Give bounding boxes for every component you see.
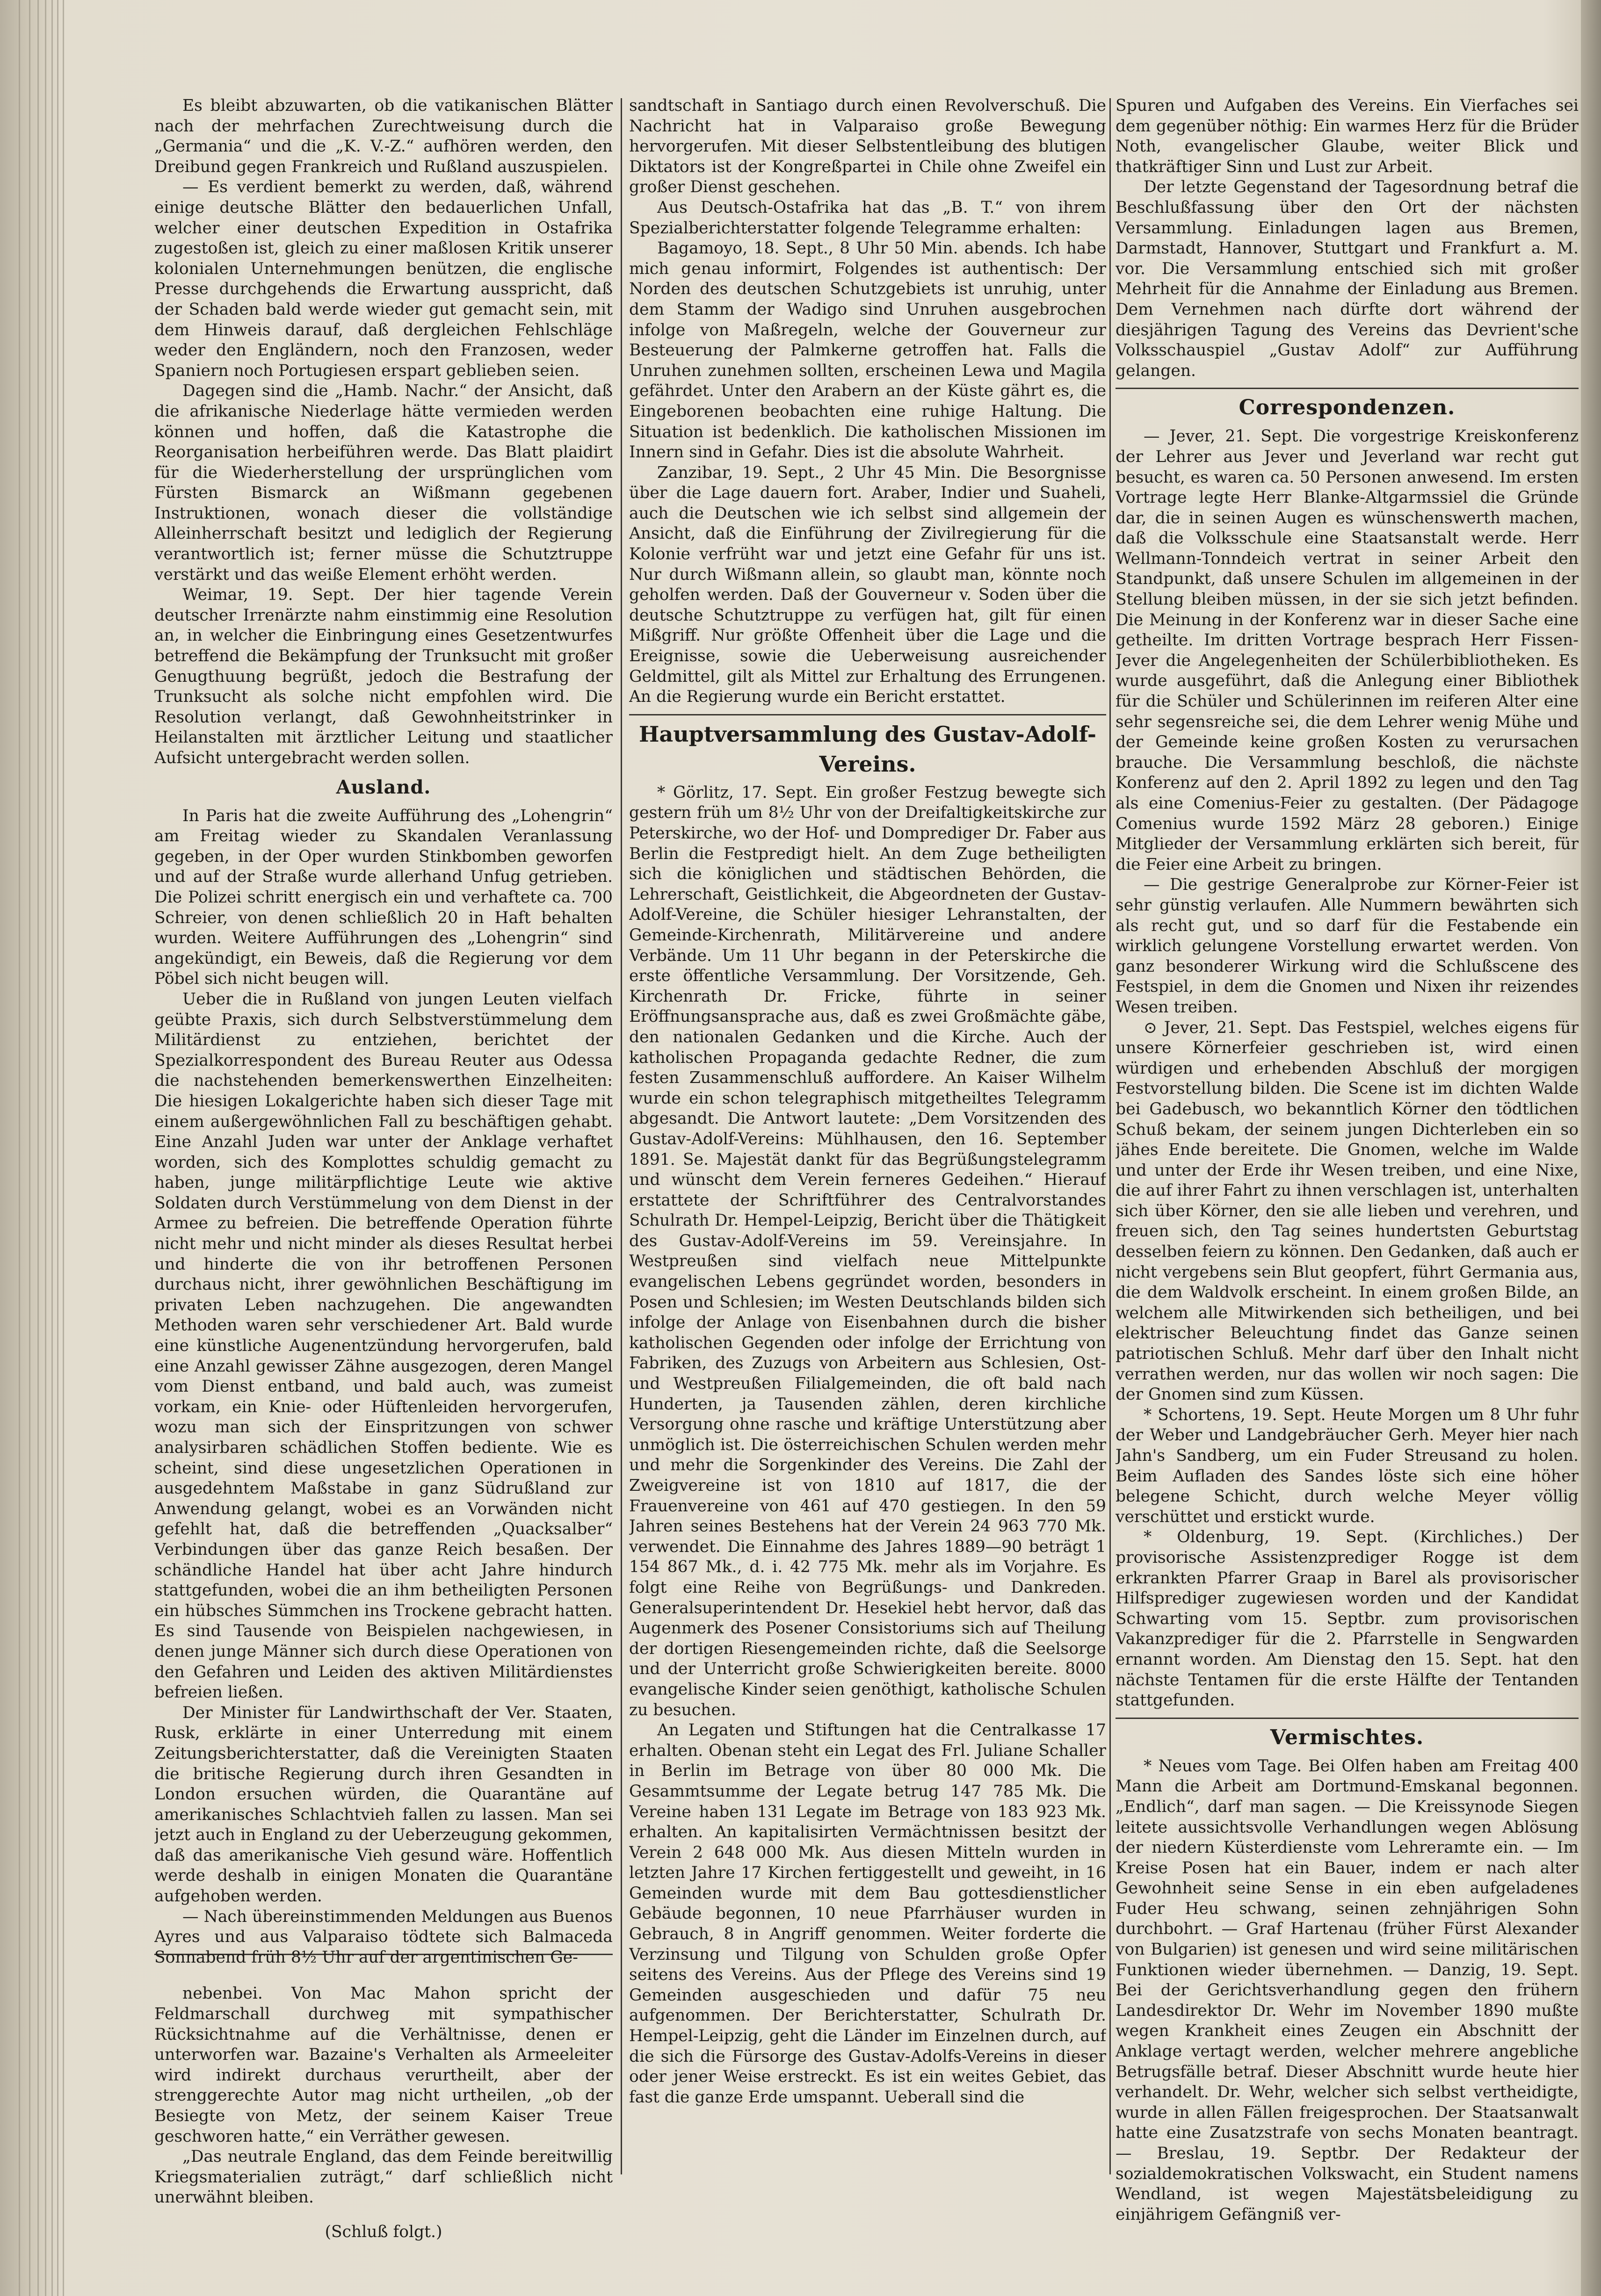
paragraph-ostafrika-presse: — Es verdient bemerkt zu werden, daß, während einige deutsche Blätter den bedauerlichen Unfall, welcher einer deutschen Expedition in Ostafrika zugestoßen ist, gleich zu einer maßlosen Kritik unserer kolonialen Unternehmungen benützen, die englische Presse durchgehends die Erwartung ausspricht, daß der Schaden bald werde wieder gut gemacht sein, mit dem Hinweis darauf, daß dergleichen Fehlschläge weder den Engländern, noch den Franzosen, weder Spaniern noch Portugiesen erspart geblieben seien. [154,178,613,380]
paragraph-jever-konferenz: — Jever, 21. Sept. Die vorgestrige Kreiskonferenz der Lehrer aus Jever und Jeverland war recht gut besucht, es waren ca. 50 Personen anwesend. Im ersten Vortrage legte Herr Blanke-Altgarmssiel die Gründe dar, die in seinen Augen es wünschenswerth machen, daß die Volksschule eine Staatsanstalt werde. Herr Wellmann-Tonndeich vertrat in seiner Arbeit den Standpunkt, daß unsere Schulen im allgemeinen in der Stellung bleiben müssen, in der sie sich jetzt befinden. Die Meinung in der Konferenz war in dieser Sache eine getheilte. Im dritten Vortrage besprach Herr Fissen-Jever die Angelegenheiten der Schülerbibliotheken. Es wurde ausgeführt, daß die Anlegung einer Bibliothek für die Schüler und Schülerinnen im reiferen Alter eine sehr segensreiche sei, die dem Lehrer wenig Mühe und der Gemeinde keine großen Kosten zu verursachen brauche. Die Versammlung beschloß, die nächste Konferenz auf den 2. April 1892 zu legen und den Tag als eine Comenius-Feier zu gestalten. (Der Pädagoge Comenius wurde 1592 März 28 geboren.) Einige Mitglieder der Versammlung erklärten sich bereit, für die Feier eine Arbeit zu bringen. [1116,427,1579,874]
paragraph-weimar: Weimar, 19. Sept. Der hier tagende Verein deutscher Irrenärzte nahm einstimmig eine Resolution an, in welcher die Einbringung eines Gesetzentwurfes betreffend die Bekämpfung der Trunksucht mit großer Genugthuung begrüßt, jedoch die Bestrafung der Trunksucht als solche nicht empfohlen wird. Die Resolution verlangt, daß Gewohnheitstrinker in Heilanstalten mit ärztlicher Leitung und staatlicher Aufsicht untergebracht werden sollen. [154,585,613,767]
column-1 [154,96,613,2277]
paragraph-santiago: sandtschaft in Santiago durch einen Revolverschuß. Die Nachricht hat in Valparaiso große Bewegung hervorgerufen. Mit dieser Selbstentleibung des blutigen Diktators ist der Kongreßpartei in Chile ohne Zweifel ein großer Dienst geschehen. [629,96,1106,197]
paragraph-vatikan: Es bleibt abzuwarten, ob die vatikanischen Blätter nach der mehrfachen Zurechtweisung durch die „Germania“ und die „K. V.-Z.“ aufhören werden, den Dreibund gegen Frankreich und Rußland auszuspielen. [154,96,613,176]
paragraph-hamb-nachr: Dagegen sind die „Hamb. Nachr.“ der Ansicht, daß die afrikanische Niederlage hätte vermieden werden können und hoffen, daß die Katastrophe die Reorganisation herbeiführen werde. Das Blatt plaidirt für die Wiederherstellung der ursprünglichen vom Fürsten Bismarck an Wißmann gegebenen Instruktionen, wonach dieser die vollständige Alleinherrschaft besitzt und lediglich der Regierung verantwortlich ist; ferner müsse die Schutztruppe verstärkt und das weiße Element erhöht werden. [154,382,613,584]
heading-ausland: Ausland. [336,776,431,798]
adjacent-page-edge [1581,0,1601,2296]
paragraph-schortens: * Schortens, 19. Sept. Heute Morgen um 8 Uhr fuhr der Weber und Landgebräucher Gerh. Meyer hier nach Jahn's Sandberg, um ein Fuder Streusand zu holen. Beim Aufladen des Sandes löste sich eine höher belegene Schicht, durch welche Meyer völlig verschüttet und erstickt wurde. [1116,1405,1579,1526]
heading-gustav-adolf: Hauptversammlung des Gustav-Adolf-Vereins. [638,721,1097,777]
paragraph-neues-vom-tage: * Neues vom Tage. Bei Olfen haben am Freitag 400 Mann die Arbeit am Dortmund-Emskanal begonnen. „Endlich“, darf man sagen. — Die Kreissynode Siegen leitete aussichtsvolle Verhandlungen wegen Ablösung der niedern Küsterdienste vom Lehreramte ein. — Im Kreise Posen hat ein Bauer, indem er nach alter Gewohnheit seine Sense in ein eben aufgeladenes Fuder Heu schwang, seinen zehnjährigen Sohn durchbohrt. — Graf Hartenau (früher Fürst Alexander von Bulgarien) ist genesen und wird seine militärischen Funktionen wieder übernehmen. — Danzig, 19. Sept. Bei der Gerichtsverhandlung gegen den frühern Landesdirektor Dr. Wehr im November 1890 mußte wegen Krankheit eines Zeugen ein Abschnitt der Anklage vertagt werden, welcher mehrere angebliche Betrugsfälle betraf. Dieser Abschnitt wurde heute hier verhandelt. Dr. Wehr, welcher sich selbst vertheidigte, wurde in allen Fällen freigesprochen. Der Staatsanwalt hatte eine Zusatzstrafe von sechs Monaten beantragt. — Breslau, 19. Septbr. Der Redakteur der sozialdemokratischen Volkswacht, ein Student namens Wendland, ist wegen Majestätsbeleidigung zu einjährigem Gefängniß ver- [1116,1756,1579,2224]
paragraph-paris: In Paris hat die zweite Aufführung des „Lohengrin“ am Freitag wieder zu Skandalen Veranlassung gegeben, in der Oper wurden Stinkbomben geworfen und auf der Straße wurde allerhand Unfug getrieben. Die Polizei schritt energisch ein und verhaftete ca. 700 Schreier, von denen schließlich 20 in Haft behalten wurden. Weitere Aufführungen des „Lohengrin“ sind angekündigt, ein Beweis, daß die Regierung vor dem Pöbel sich nicht beugen will. [154,806,613,989]
paragraph-balmaceda: — Nach übereinstimmenden Meldungen aus Buenos Ayres und aus Valparaiso tödtete sich Balmaceda Sonnabend früh 8½ Uhr auf der argentinischen Ge- [154,1907,613,1967]
schluss-folgt: (Schluß folgt.) [325,2222,442,2241]
heading-correspondenzen: Correspondenzen. [1239,396,1456,420]
paragraph-oldenburg: * Oldenburg, 19. Sept. (Kirchliches.) Der provisorische Assistenzprediger Rogge ist dem erkrankten Pfarrer Graap in Barel als provisorischer Hilfsprediger zugewiesen worden und der Kandidat Schwarting vom 15. Septbr. zum provisorischen Vakanzprediger für die 2. Pfarrstelle in Sengwarden ernannt worden. Am Dienstag den 15. Sept. hat den nächste Tentamen für die erste Hälfte der Tentanden stattgefunden. [1116,1528,1579,1710]
page-binding [0,0,70,2296]
paragraph-generalprobe: — Die gestrige Generalprobe zur Körner-Feier ist sehr günstig verlaufen. Alle Nummern bewährten sich als recht gut, und so darf für die Festabende ein wirklich gelungene Vorstellung erwartet werden. Von ganz besonderer Wirkung wird die Schlußscene des Festspiel, in dem die Gnomen und Nixen ihr reizendes Wesen treiben. [1116,875,1579,1017]
column-rule-right [1109,98,1111,2174]
column-rule-left [621,98,622,2174]
paragraph-mac-mahon: nebenbei. Von Mac Mahon spricht der Feldmarschall durchweg mit sympathischer Rücksichtnahme auf die Verhältnisse, denen er unterworfen war. Bazaine's Verhalten als Armeeleiter wird indirekt durchaus verurtheilt, aber der strenggerechte Autor mag nicht urtheilen, „ob der Besiegte von Metz, der seinem Kaiser Treue geschworen hatte,“ ein Verräther gewesen. [154,1984,613,2146]
paragraph-legaten: An Legaten und Stiftungen hat die Centralkasse 17 erhalten. Obenan steht ein Legat des Frl. Juliane Schaller in Berlin im Betrage von über 80 000 Mk. Die Gesammtsumme der Legate betrug 147 785 Mk. Die Vereine haben 131 Legate im Betrage von 183 923 Mk. erhalten. An kapitalisirten Vermächtnissen besitzt der Verein 2 648 000 Mk. Aus diesen Mitteln wurden in letzten Jahre 17 Kirchen fertiggestellt und geweiht, in 16 Gemeinden wurde mit dem Bau gottesdienstlicher Gebäude begonnen, 10 neue Pfarrhäuser wurden in Gebrauch, 8 in Angriff genommen. Weiter forderte die Verzinsung und Tilgung von Schulden große Opfer seitens des Vereins. Aus der Pflege des Vereins sind 19 Gemeinden ausgeschieden und dafür 75 neu aufgenommen. Der Berichterstatter, Schulrath Dr. Hempel-Leipzig, geht die Länder im Einzelnen durch, auf die sich die Fürsorge des Gustav-Adolfs-Vereins in dieser oder jener Weise erstreckt. Es ist ein weites Gebiet, das fast die ganze Erde umspannt. Ueberall sind die [629,1721,1106,2107]
paragraph-ver-staaten: Der Minister für Landwirthschaft der Ver. Staaten, Rusk, erklärte in einer Unterredung mit einem Zeitungsberichterstatter, daß die Vereinigten Staaten die britische Regierung durch ihren Gesandten in London ersuchen würden, die Quarantäne auf amerikanisches Schlachtvieh fallen zu lassen. Man sei jetzt auch in England zu der Ueberzeugung gekommen, daß das amerikanische Vieh gesund wäre. Hoffentlich werde deshalb in einigen Monaten die Quarantäne aufgehoben werden. [154,1703,613,1906]
column-3 [1116,96,1579,2277]
column-2 [629,96,1106,2277]
paragraph-russland: Ueber die in Rußland von jungen Leuten vielfach geübte Praxis, sich durch Selbstverstümmelung dem Militärdienst zu entziehen, berichtet der Spezialkorrespondent des Bureau Reuter aus Odessa die nachstehenden bemerkenswerthen Einzelheiten: Die hiesigen Lokalgerichte haben sich dieser Tage mit einem außergewöhnlichen Fall zu beschäftigen gehabt. Eine Anzahl Juden war unter der Anklage verhaftet worden, sich des Komplottes schuldig gemacht zu haben, junge militärpflichtige Leute wie aktive Soldaten durch Verstümmelung von dem Dienst in der Armee zu befreien. Die betreffende Operation führte nicht mehr und nicht minder als dieses Resultat herbei und hinderte die von ihr betroffenen Personen durchaus nicht, ihrer gewöhnlichen Beschäftigung im privaten Leben nachzugehen. Die angewandten Methoden waren sehr verschiedener Art. Bald wurde eine künstliche Augenentzündung hervorgerufen, bald eine Anzahl gewisser Zähne ausgezogen, deren Mangel vom Dienst entband, und bald auch, was zumeist vorkam, ein Knie- oder Hüftenleiden hervorgerufen, wozu man sich der Einspritzungen von schwer analysirbaren schädlichen Stoffen bediente. Wie es scheint, sind diese ungesetzlichen Operationen in ausgedehntem Maßstabe in ganz Südrußland zur Anwendung gelangt, wobei es an Vorwänden nicht gefehlt hat, daß die betreffenden „Quacksalber“ Verbindungen über das ganze Reich besaßen. Der schändliche Handel hat über acht Jahre hindurch stattgefunden, wobei die an ihm betheiligten Personen ein hübsches Sümmchen ins Trockene gebracht hatten. Es sind Tausende von Beispielen nachgewiesen, in denen junge Männer sich durch diese Operationen von den Gefahren und Leiden des aktiven Militärdienstes befreien ließen. [154,989,613,1702]
paragraph-jever-festspiel: ⊙ Jever, 21. Sept. Das Festspiel, welches eigens für unsere Körnerfeier geschrieben ist, wird einen würdigen und erhebenden Abschluß der morgigen Festvorstellung bilden. Die Scene ist im dichten Walde bei Gadebusch, wo bekanntlich Körner den tödtlichen Schuß bekam, der seinem jungen Dichterleben ein so jähes Ende bereitete. Die Gnomen, welche im Walde und unter der Erde ihr Wesen treiben, und eine Nixe, die auf ihrer Fahrt zu ihnen verschlagen ist, unterhalten sich über Körner, den sie alle lieben und verehren, und freuen sich, den Tag seines hundertsten Geburtstag desselben feiern zu können. Den Gedanken, daß auch er nicht vergebens sein Blut geopfert, führt Germania aus, die dem Waldvolk erscheint. In einem großen Bilde, an welchem alle Mitwirkenden sich betheiligen, und bei elektrischer Beleuchtung findet das Ganze seinen patriotischen Schluß. Mehr darf über den Inhalt nicht verrathen werden, nur das wollen wir noch sagen: Die der Gnomen sind zum Küssen. [1116,1018,1579,1404]
paragraph-spuren: Spuren und Aufgaben des Vereins. Ein Vierfaches sei dem gegenüber nöthig: Ein warmes Herz für die Brüder Noth, evangelischer Glaube, weiter Blick und thatkräftiger Sinn und Lust zur Arbeit. [1116,96,1579,176]
paragraph-deutsch-ostafrika: Aus Deutsch-Ostafrika hat das „B. T.“ von ihrem Spezialberichterstatter folgende Telegramme erhalten: [629,198,1106,238]
paragraph-goerlitz: * Görlitz, 17. Sept. Ein großer Festzug bewegte sich gestern früh um 8½ Uhr von der Dreifaltigkeitskirche zur Peterskirche, wo der Hof- und Domprediger Dr. Faber aus Berlin die Festpredigt hielt. An dem Zuge betheiligten sich die königlichen und städtischen Behörden, die Lehrerschaft, Geistlichkeit, die Abgeordneten der Gustav-Adolf-Vereine, die Schüler hiesiger Lehranstalten, der Gemeinde-Kirchenrath, Militärvereine und andere Verbände. Um 11 Uhr begann in der Peterskirche die erste öffentliche Versammlung. Der Vorsitzende, Geh. Kirchenrath Dr. Fricke, führte in seiner Eröffnungsansprache aus, daß es zwei Großmächte gäbe, den nationalen Gedanken und die Kirche. Auch der katholischen Propaganda gedachte Redner, die zum festen Zusammenschluß auffordere. An Kaiser Wilhelm wurde ein schon telegraphisch mitgetheiltes Telegramm abgesandt. Die Antwort lautete: „Dem Vorsitzenden des Gustav-Adolf-Vereins: Mühlhausen, den 16. September 1891. Se. Majestät dankt für das Begrüßungstelegramm und wünscht dem Verein ferneres Gedeihen.“ Hierauf erstattete der Schriftführer des Centralvorstandes Schulrath Dr. Hempel-Leipzig, Bericht über die Thätigkeit des Gustav-Adolf-Vereins im 59. Vereinsjahre. In Westpreußen sind vielfach neue Mittelpunkte evangelischen Lebens gegründet worden, besonders in Posen und Schlesien; im Westen Deutschlands bilden sich infolge der Anlage von Eisenbahnen durch die bisher katholischen Gegenden oder infolge der Errichtung von Fabriken, des Zuzugs von Arbeitern aus Schlesien, Ost- und Westpreußen Filialgemeinden, die oft bald nach Hunderten, ja Tausenden zählen, deren kirchliche Versorgung ohne rasche und kräftige Unterstützung aber unmöglich ist. Die österreichischen Schulen werden mehr und mehr die Sorgenkinder des Vereins. Die Zahl der Zweigvereine ist von 1810 auf 1817, die der Frauenvereine von 461 auf 470 gestiegen. In den 59 Jahren seines Bestehens hat der Verein 24 963 770 Mk. verwendet. Die Einnahme des Jahres 1889—90 beträgt 1 154 867 Mk., d. i. 42 775 Mk. mehr als im Vorjahre. Es folgt eine Reihe von Begrüßungs- und Dankreden. Generalsuperintendent Dr. Hesekiel hebt hervor, daß das Augenmerk des Posener Consistoriums sich auf Theilung der dortigen Riesengemeinden richte, daß die Seelsorge und der Unterricht große Schwierigkeiten bereite. 8000 evangelische Kinder seien genöthigt, katholische Schulen zu besuchen. [629,783,1106,1719]
paragraph-zanzibar: Zanzibar, 19. Sept., 2 Uhr 45 Min. Die Besorgnisse über die Lage dauern fort. Araber, Indier und Suaheli, auch die Deutschen wie ich selbst sind allgemein der Ansicht, daß die Einführung der Zivilregierung für die Kolonie verfrüht war und jetzt eine Gefahr für uns ist. Nur durch Wißmann allein, so glaubt man, könnte noch geholfen werden. Daß der Gouverneur v. Soden über die deutsche Schutztruppe zu verfügen hat, gilt für einen Mißgriff. Nur größte Offenheit über die Lage und die Ereignisse, sowie die Ueberweisung ausreichender Geldmittel, gilt als Mittel zur Erhaltung des Errungenen. An die Regierung wurde ein Bericht erstattet. [629,463,1106,707]
paragraph-england: „Das neutrale England, das dem Feinde bereitwillig Kriegsmaterialien zuträgt,“ darf schließlich nicht unerwähnt bleiben. [154,2147,613,2207]
paragraph-bagamoyo: Bagamoyo, 18. Sept., 8 Uhr 50 Min. abends. Ich habe mich genau informirt, Folgendes ist authentisch: Der Norden des deutschen Schutzgebiets ist unruhig, unter dem Stamm der Wadigo sind Unruhen ausgebrochen infolge von Maßregeln, welche der Gouverneur zur Besteuerung der Palmkerne getroffen hat. Falls die Unruhen zunehmen sollten, erscheinen Lewa und Magila gefährdet. Unter den Arabern an der Küste gährt es, die Eingeborenen beobachten eine ruhige Haltung. Die Situation ist bedenklich. Die katholischen Missionen im Innern sind in Gefahr. Dies ist die absolute Wahrheit. [629,239,1106,462]
paragraph-tagesordnung: Der letzte Gegenstand der Tagesordnung betraf die Beschlußfassung über den Ort der nächsten Versammlung. Einladungen lagen aus Bremen, Darmstadt, Hannover, Stuttgart und Frankfurt a. M. vor. Die Versammlung entschied sich mit großer Mehrheit für die Annahme der Einladung aus Bremen. Dem Vernehmen nach dürfte dort während der diesjährigen Tagung des Vereins das Devrient'sche Volksschauspiel „Gustav Adolf“ zur Aufführung gelangen. [1116,178,1579,380]
heading-vermischtes: Vermischtes. [1270,1725,1424,1749]
